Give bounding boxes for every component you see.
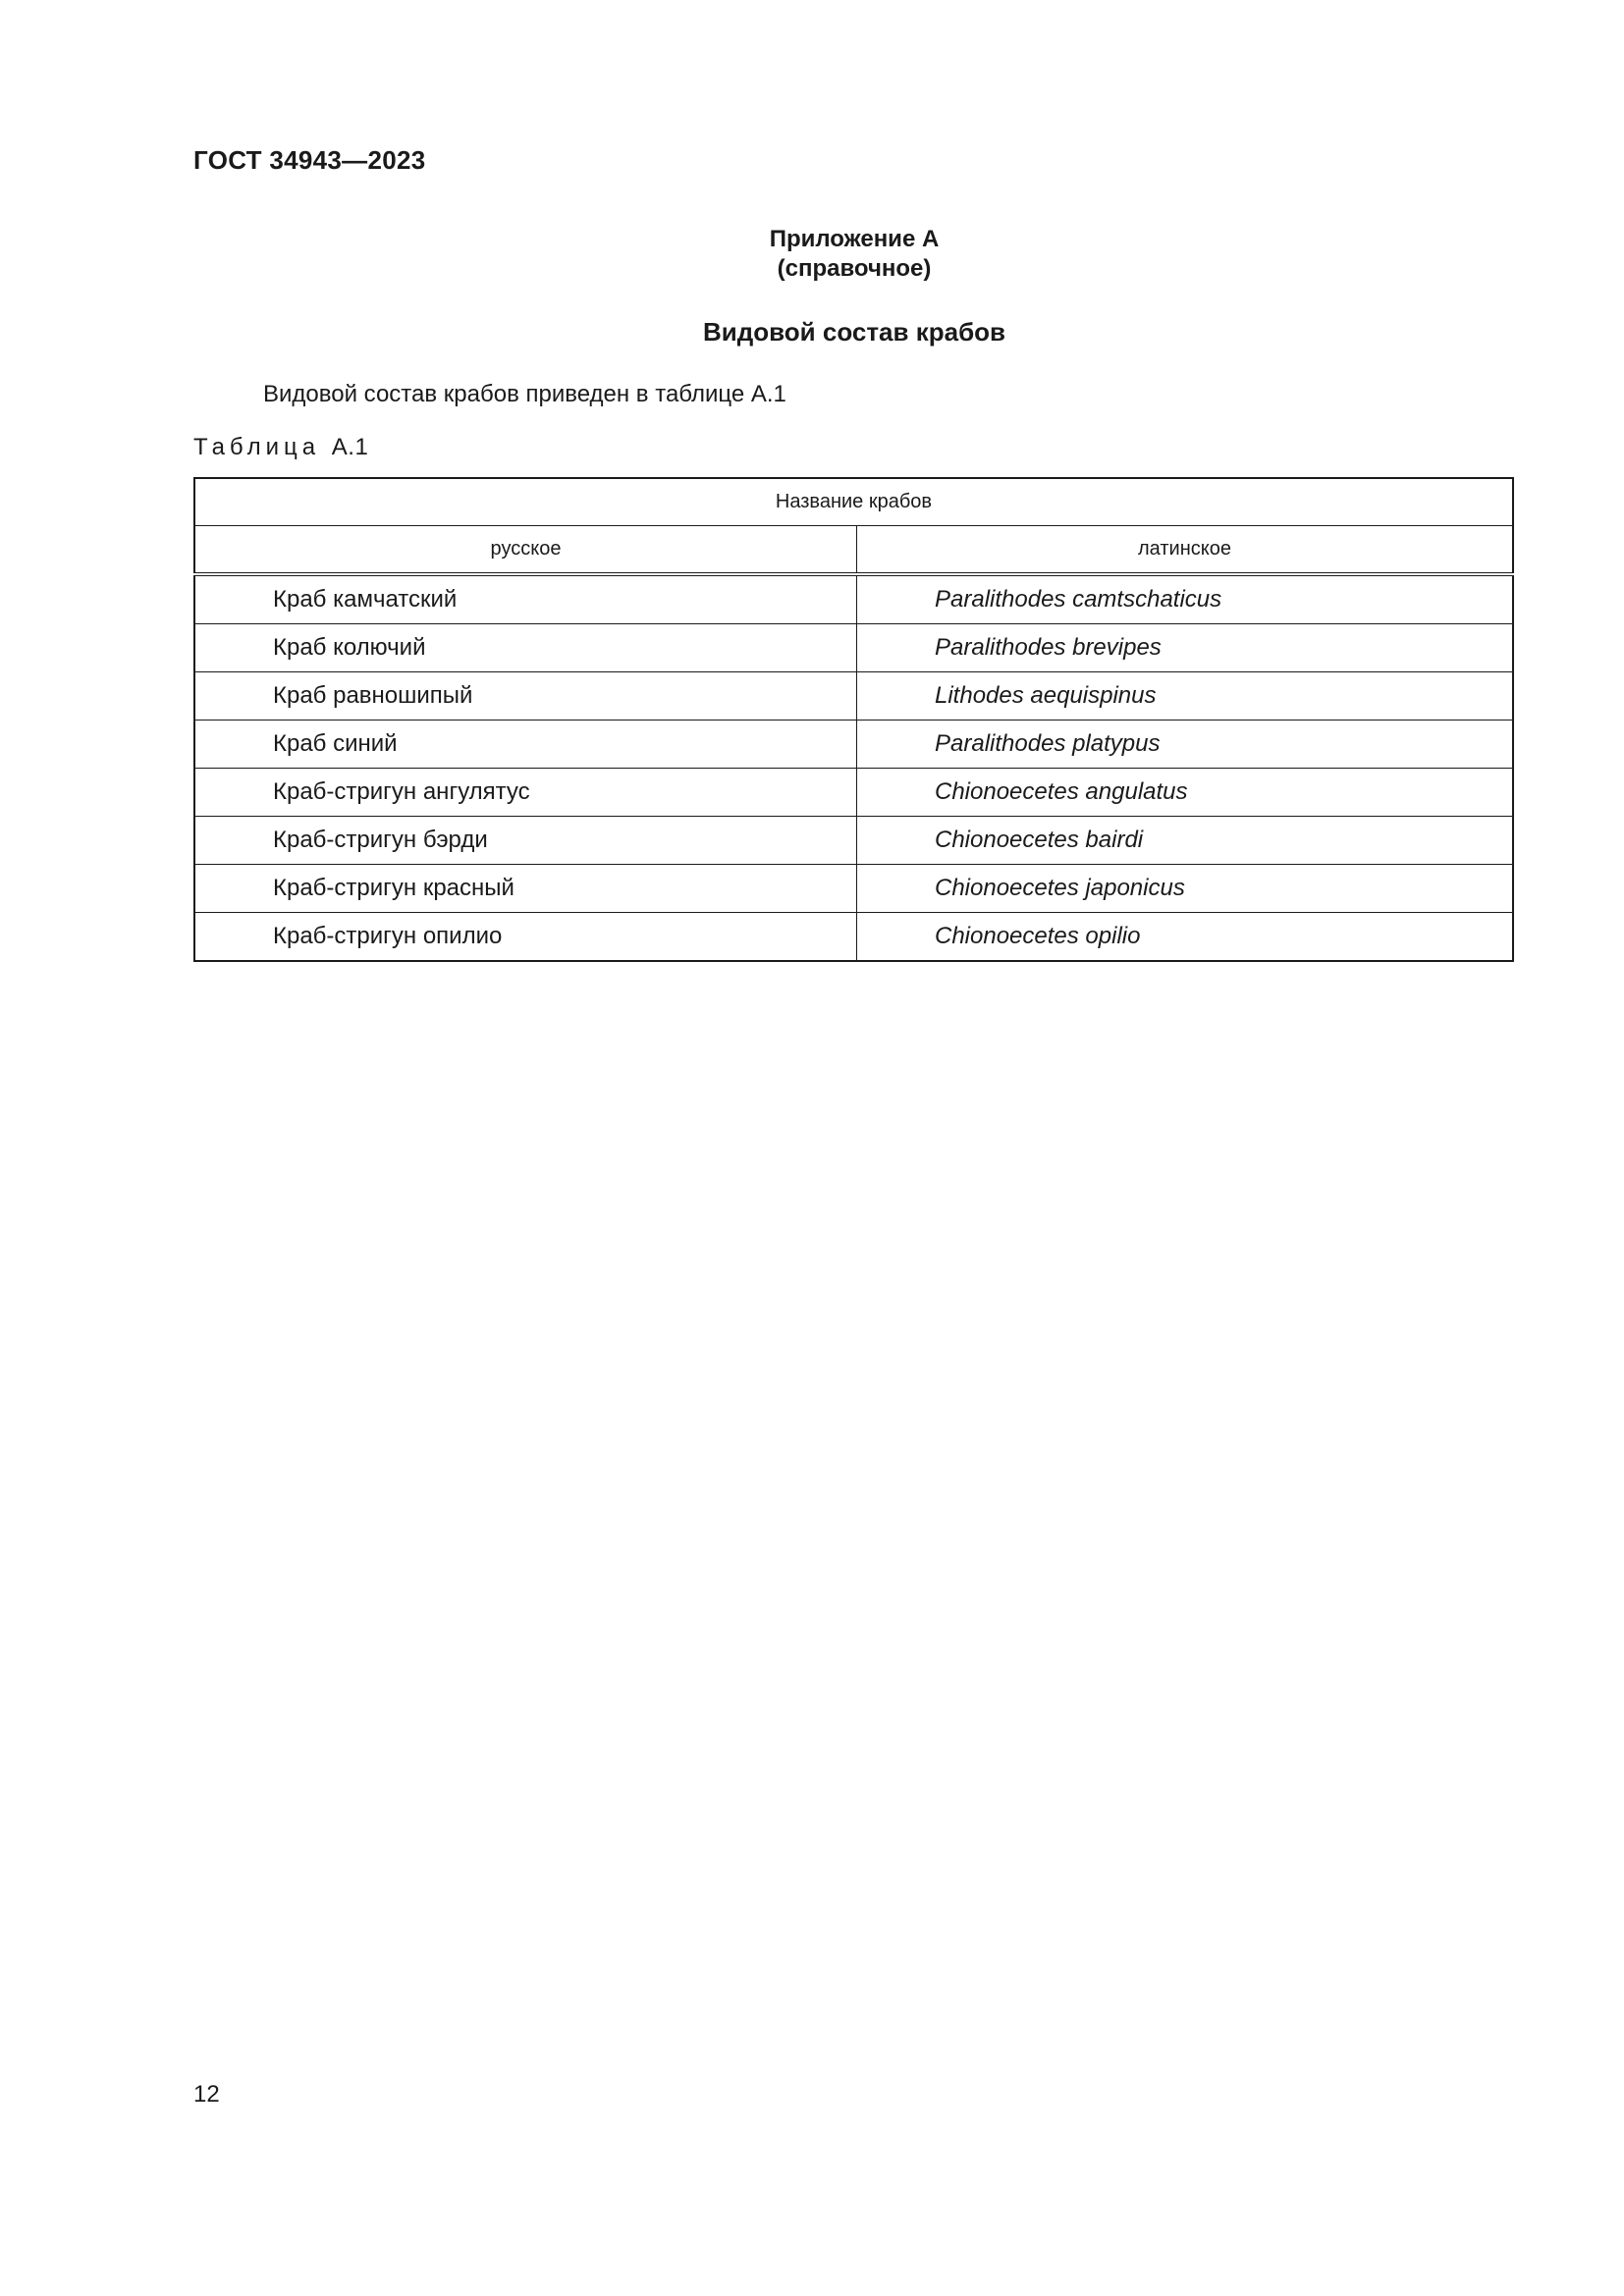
latin-name-cell: Chionoecetes bairdi — [857, 817, 1514, 865]
page-number: 12 — [193, 2081, 220, 2108]
table-caption — [193, 434, 368, 461]
column-header-russian: русское — [194, 526, 857, 575]
table-caption-number: А.1 — [331, 434, 369, 460]
table-row — [194, 865, 1513, 913]
appendix-title: Приложение А — [769, 226, 940, 252]
table-row — [194, 913, 1513, 962]
russian-name-cell: Краб синий — [194, 721, 857, 769]
russian-name-cell: Краб равношипый — [194, 672, 857, 721]
russian-name-cell: Краб-стригун опилио — [194, 913, 857, 962]
column-header-latin: латинское — [857, 526, 1514, 575]
table-row — [194, 721, 1513, 769]
intro-paragraph: Видовой состав крабов приведен в таблице А.1 — [263, 381, 786, 407]
russian-name-cell: Краб-стригун красный — [194, 865, 857, 913]
latin-name-cell: Chionoecetes japonicus — [857, 865, 1514, 913]
latin-name-cell: Lithodes aequispinus — [857, 672, 1514, 721]
table-caption-word: Таблица — [193, 434, 321, 460]
latin-name-cell: Paralithodes brevipes — [857, 624, 1514, 672]
table-row — [194, 817, 1513, 865]
russian-name-cell: Краб-стригун ангулятус — [194, 769, 857, 817]
latin-name-cell: Chionoecetes opilio — [857, 913, 1514, 962]
table-row — [194, 672, 1513, 721]
russian-name-cell: Краб камчатский — [194, 574, 857, 624]
table-row — [194, 574, 1513, 624]
appendix-kind: (справочное) — [777, 255, 932, 282]
crab-species-table — [193, 477, 1514, 962]
table-row — [194, 769, 1513, 817]
table-row — [194, 624, 1513, 672]
latin-name-cell: Paralithodes platypus — [857, 721, 1514, 769]
latin-name-cell: Paralithodes camtschaticus — [857, 574, 1514, 624]
russian-name-cell: Краб колючий — [194, 624, 857, 672]
section-title: Видовой состав крабов — [702, 317, 1005, 347]
russian-name-cell: Краб-стригун бэрди — [194, 817, 857, 865]
standard-designation: ГОСТ 34943—2023 — [193, 145, 426, 175]
table-group-header: Название крабов — [194, 478, 1513, 526]
latin-name-cell: Chionoecetes angulatus — [857, 769, 1514, 817]
